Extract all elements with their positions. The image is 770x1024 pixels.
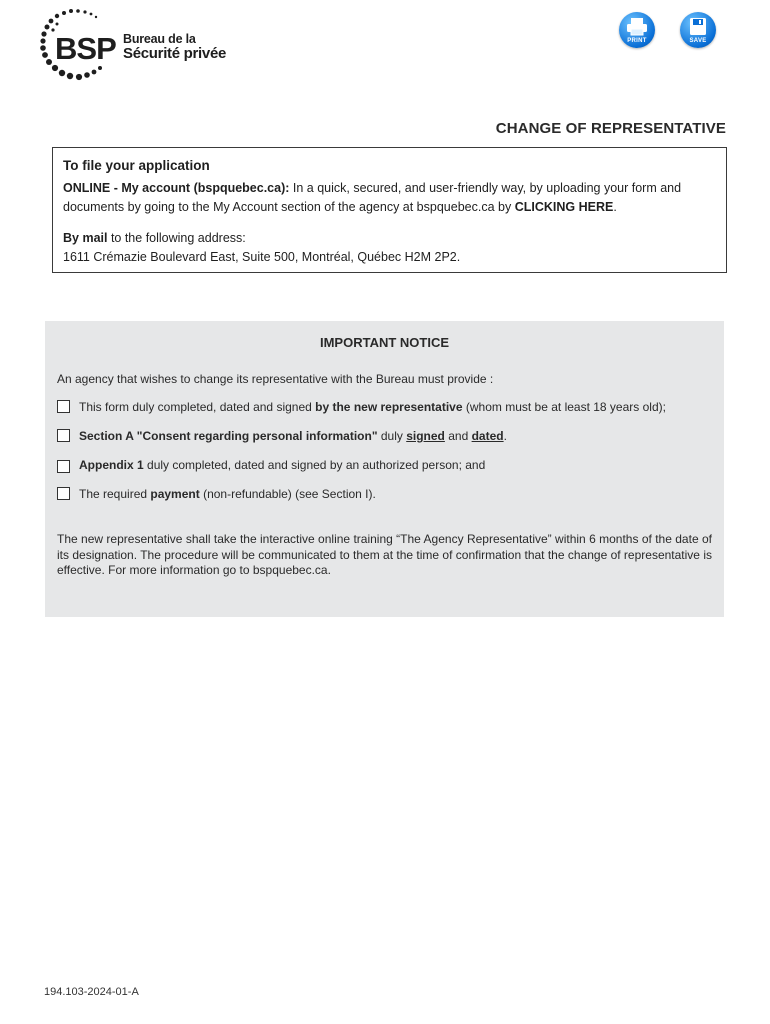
requirement-item-payment xyxy=(57,487,712,502)
item-text: duly completed, dated and signed by an authorized person; and xyxy=(143,458,486,472)
notice-title: IMPORTANT NOTICE xyxy=(319,335,450,350)
page-title: CHANGE OF REPRESENTATIVE xyxy=(495,120,726,137)
mail-instructions xyxy=(63,229,716,248)
logo-line2: Sécurité privée xyxy=(123,45,227,62)
form-code: 194.103-2024-01-A xyxy=(44,986,139,998)
requirement-checkbox-section-a[interactable] xyxy=(57,429,70,442)
online-instructions xyxy=(63,179,716,217)
item-bold: by the new representative xyxy=(315,400,463,414)
save-label: SAVE xyxy=(689,38,707,44)
online-label: ONLINE - My account (bspquebec.ca): xyxy=(63,181,290,195)
logo-line1: Bureau de la xyxy=(123,32,196,46)
item-text: duly xyxy=(377,429,407,443)
training-paragraph: The new representative shall take the interactive online training “The Agency Representative” within 6 months of the date of its designation. The procedure will be communicated to them at the time of confirmation that the change of representative is effective. For more information go to bspquebec.ca. xyxy=(57,532,712,577)
clicking-here-link[interactable]: CLICKING HERE xyxy=(514,200,614,214)
filing-instructions-box xyxy=(52,147,727,273)
item-text: and xyxy=(444,429,472,443)
notice-intro: An agency that wishes to change its representative with the Bureau must provide : xyxy=(57,372,494,386)
item-bold: payment xyxy=(150,487,200,501)
item-text: (non-refundable) (see Section I). xyxy=(199,487,376,501)
filing-heading: To file your application xyxy=(63,158,210,173)
online-end: . xyxy=(613,200,617,214)
requirement-item-section-a xyxy=(57,429,712,444)
item-text: This form duly completed, dated and signed xyxy=(79,400,316,414)
print-label: PRINT xyxy=(627,38,647,44)
mail-address: 1611 Crémazie Boulevard East, Suite 500, Montréal, Québec H2M 2P2. xyxy=(63,250,461,264)
item-bold: Section A "Consent regarding personal information" xyxy=(79,429,378,443)
item-bold: Appendix 1 xyxy=(79,458,144,472)
item-bold-underlined: signed xyxy=(406,429,445,443)
logo-abbr: BSP xyxy=(55,31,116,66)
save-button[interactable] xyxy=(678,12,718,54)
requirement-item-form xyxy=(57,400,712,415)
online-text: In a quick, secured, and user-friendly way, by uploading your form and documents by going to the My Account section of the agency at bspquebec.ca by xyxy=(63,181,682,214)
requirement-checkbox-form[interactable] xyxy=(57,400,70,413)
mail-text: to the following address: xyxy=(107,231,246,245)
item-text: (whom must be at least 18 years old); xyxy=(462,400,666,414)
print-button[interactable] xyxy=(617,12,657,54)
item-text: The required xyxy=(79,487,151,501)
requirement-checkbox-appendix[interactable] xyxy=(57,460,70,473)
requirement-checkbox-payment[interactable] xyxy=(57,487,70,500)
bsp-logo xyxy=(38,8,238,84)
mail-label: By mail xyxy=(63,231,108,245)
requirement-item-appendix xyxy=(57,458,712,473)
item-text: . xyxy=(503,429,507,443)
item-bold-underlined: dated xyxy=(471,429,504,443)
important-notice-panel xyxy=(45,321,724,617)
